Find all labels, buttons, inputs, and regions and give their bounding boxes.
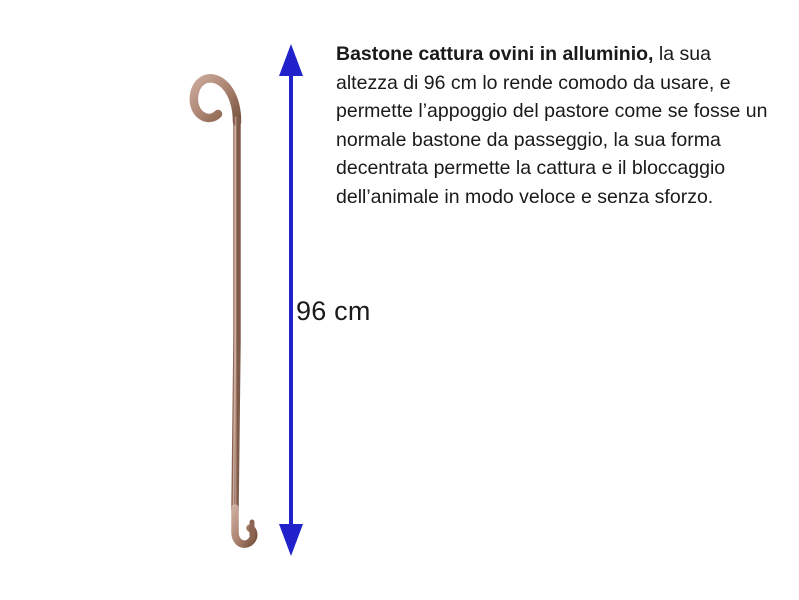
crook-illustration <box>180 40 280 560</box>
handle-hook <box>194 78 237 122</box>
product-description <box>336 40 776 211</box>
product-image <box>180 40 280 560</box>
arrow-head-bottom <box>279 524 303 556</box>
arrow-head-top <box>279 44 303 76</box>
measurement-label: 96 cm <box>296 296 371 326</box>
product-title: Bastone cattura ovini in alluminio, <box>336 43 654 65</box>
description-body: la sua altezza di 96 cm lo rende comodo da usare, e permette l’appoggio del pastore come se fosse un normale bastone da passeggio, la sua forma decentrata permette la cattura e il bloccaggio dell’animale in modo veloce e senza sforzo. <box>336 43 768 208</box>
